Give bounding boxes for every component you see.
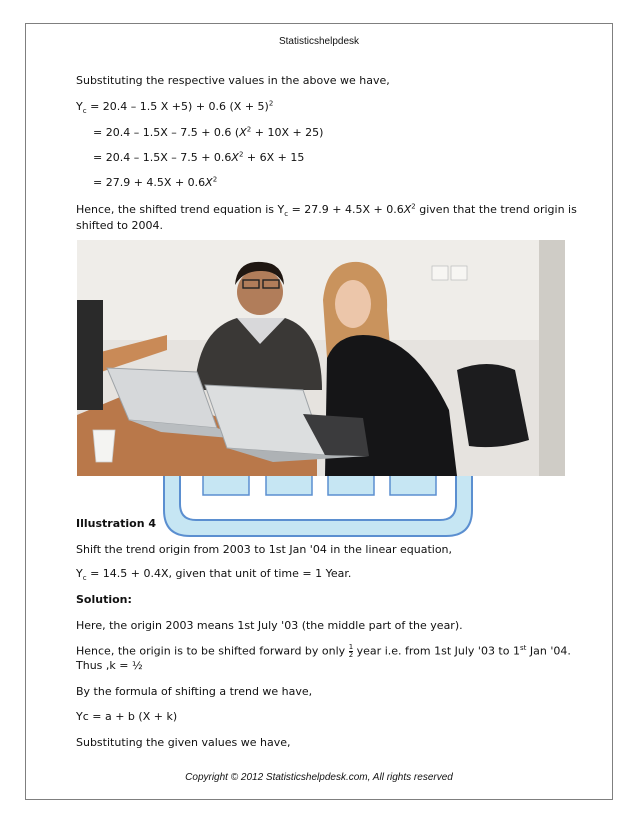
equation-line: $Y_c = 20.4 - 1.5$ X +5) + 0.6 $(X + 5)^2$ xyxy=(76,99,274,116)
page-header: Statisticshelpdesk xyxy=(278,36,360,47)
text-line: By the formula of shifting a trend we have, xyxy=(76,685,313,698)
diagram-fragment xyxy=(160,470,476,540)
page-footer: Copyright © 2012 Statisticshelpdesk.com, All rights reserved xyxy=(185,772,453,783)
text-line: shifted to 2004. xyxy=(76,219,164,232)
equation-line: = 20.4 – 1.5X – 7.5 + 0.6 $(X^2 + 10X + 25)$ xyxy=(93,125,324,139)
students-laptop-photo xyxy=(77,240,565,476)
fraction-half: $\frac{1}{2}$ xyxy=(348,643,354,659)
solution-label: Solution: xyxy=(76,593,132,606)
equation-line: = $27.9 + 4.5X + 0.6X^2$ xyxy=(93,175,218,189)
text-line: Thus ,k = ½ xyxy=(76,659,143,672)
text-line: Here, the origin 2003 means 1st July '03 (the middle part of the year). xyxy=(76,619,463,632)
equation-line: $Y_c = 14.5 + 0.4X$, given that unit of time = 1 Year. xyxy=(76,567,352,583)
text-line: Hence, the origin is to be shifted forward by only $\frac{1}{2}$ year i.e. from 1st July '03 to 1st Jan '04. xyxy=(76,643,571,659)
text-line: Substituting the given values we have, xyxy=(76,736,291,749)
section-heading: Illustration 4 xyxy=(76,517,157,530)
text-line: Hence, the shifted trend equation is $Y_c = 27.9 + 4.5X + 0.6X^2$ given that the trend origin is xyxy=(76,202,577,219)
equation-line: = $20.4 - 1.5X - 7.5 + 0.6X^2 + 6X + 15$ xyxy=(93,150,305,164)
text-line: Shift the trend origin from 2003 to 1st Jan '04 in the linear equation, xyxy=(76,543,453,556)
formula-line: Yc = a + b (X + k) xyxy=(76,710,178,723)
text-line: Substituting the respective values in the above we have, xyxy=(76,74,390,87)
